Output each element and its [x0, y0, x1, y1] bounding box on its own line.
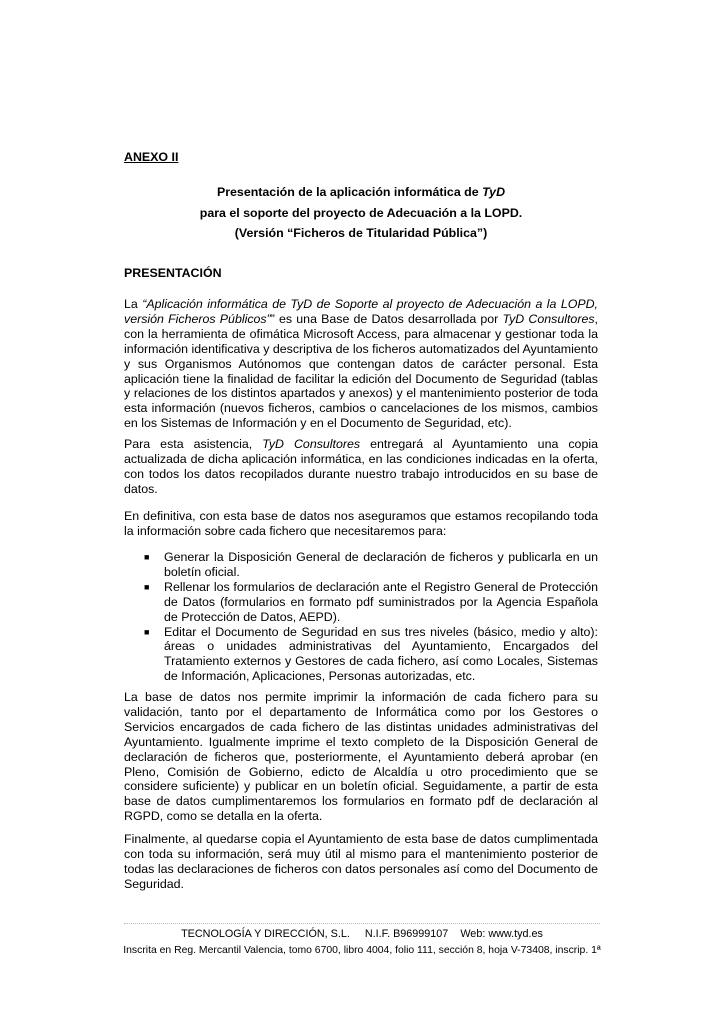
paragraph-5: [124, 832, 598, 892]
list-item-text: Generar la Disposición General de declaración de ficheros y publicarla en un boletín oficial.: [164, 550, 598, 579]
footer-company: TECNOLOGÍA Y DIRECCIÓN, S.L.: [181, 928, 350, 940]
paragraph-1-emphasis-1: “Aplicación informática de TyD de Soporte al proyecto de Adecuación a la LOPD, versión Ficheros Públicos”: [124, 297, 598, 326]
paragraph-2: [124, 437, 598, 497]
footer-company-line: [0, 928, 724, 940]
title-line-2: para el soporte del proyecto de Adecuación a la LOPD.: [199, 205, 523, 220]
title-line-1: [124, 182, 598, 203]
paragraph-1-emphasis-2: TyD Consultores: [502, 311, 595, 326]
title-line-3: (Versión “Ficheros de Titularidad Pública”): [234, 226, 488, 240]
paragraph-2-post: entregará al Ayuntamiento una copia actualizada de dicha aplicación informática, en las condiciones indicadas en la oferta, con todos los datos recopilados durante nuestro trabajo introducidos en su base de datos.: [124, 437, 598, 496]
list-item: [140, 550, 598, 580]
bullet-icon: ■: [144, 626, 150, 637]
title-line-1-text: Presentación de la aplicación informática de: [216, 185, 483, 199]
title-line-1-emphasis: TyD: [482, 185, 506, 199]
bullet-icon: ■: [144, 581, 150, 592]
footer-nif: N.I.F. B96999107: [364, 928, 449, 940]
list-item: [140, 625, 598, 685]
paragraph-1: [124, 297, 598, 431]
paragraph-1-post: , con la herramienta de ofimática Microsoft Access, para almacenar y gestionar toda la información identificativa y descriptiva de los ficheros automatizados del Ayuntamiento y sus Organismos Autónomos que contengan datos de carácter personal. Esta aplicación tiene la finalidad de facilitar la edición del Documento de Seguridad (tablas y relaciones de los distintos apartados y anexos) y el mantenimiento posterior de toda esta información (nuevos ficheros, cambios o cancelaciones de los mismos, cambios en los Sistemas de Información y en el Documento de Seguridad, etc).: [124, 311, 598, 431]
paragraph-3: [124, 509, 598, 539]
footer-web: Web: www.tyd.es: [460, 928, 543, 940]
list-item-text: Rellenar los formularios de declaración ante el Registro General de Protección de Datos (formularios en formato pdf suministrados por la Agencia Española de Protección de Datos, AEPD).: [164, 579, 598, 624]
footer-divider: [124, 923, 600, 924]
list-item: [140, 580, 598, 625]
paragraph-4: [124, 690, 598, 824]
list-item-text: Editar el Documento de Seguridad en sus tres niveles (básico, medio y alto): áreas o unidades administrativas del Ayuntamiento, Encargados del Tratamiento externos y Gestores de cada fichero, así como Locales, Sistemas de Información, Aplicaciones, Personas autorizadas, etc.: [164, 624, 598, 684]
bullet-icon: ■: [144, 552, 150, 562]
section-heading: PRESENTACIÓN: [124, 266, 222, 280]
paragraph-3-text: En definitiva, con esta base de datos nos aseguramos que estamos recopilando toda la información sobre cada fichero que necesitaremos para:: [124, 509, 598, 538]
paragraph-1-pre: La: [124, 297, 143, 311]
paragraph-5-text: Finalmente, al quedarse copia el Ayuntamiento de esta base de datos cumplimentada con toda su información, será muy útil al mismo para el mantenimiento posterior de todas las declaraciones de ficheros con datos personales así como del Documento de Seguridad.: [124, 832, 598, 891]
bullet-list: [140, 550, 598, 684]
paragraph-2-emphasis: TyD Consultores: [262, 437, 361, 451]
annex-label: ANEXO II: [124, 150, 179, 164]
footer-registry: Inscrita en Reg. Mercantil Valencia, tomo 6700, libro 4004, folio 111, sección 8, hoja V-73408, inscrip. 1ª: [123, 945, 601, 956]
paragraph-2-pre: Para esta asistencia,: [124, 437, 263, 451]
document-title: [124, 182, 598, 244]
paragraph-1-mid: ” es una Base de Datos desarrollada por: [270, 311, 503, 326]
paragraph-4-text: La base de datos nos permite imprimir la información de cada fichero para su validación, tanto por el departamento de Informática como por los Gestores o Servicios encargados de cada fichero de las distintas unidades administrativas del Ayuntamiento. Igualmente imprime el texto completo de la Disposición General de declaración de ficheros que, posteriormente, el Ayuntamiento deberá aprobar (en Pleno, Comisión de Gobierno, edicto de Alcaldía u otro procedimiento que se considere suficiente) y publicar en un boletín oficial. Seguidamente, a partir de esta base de datos cumplimentaremos los formularios en formato pdf de declaración al RGPD, como se detalla en la oferta.: [124, 690, 598, 824]
